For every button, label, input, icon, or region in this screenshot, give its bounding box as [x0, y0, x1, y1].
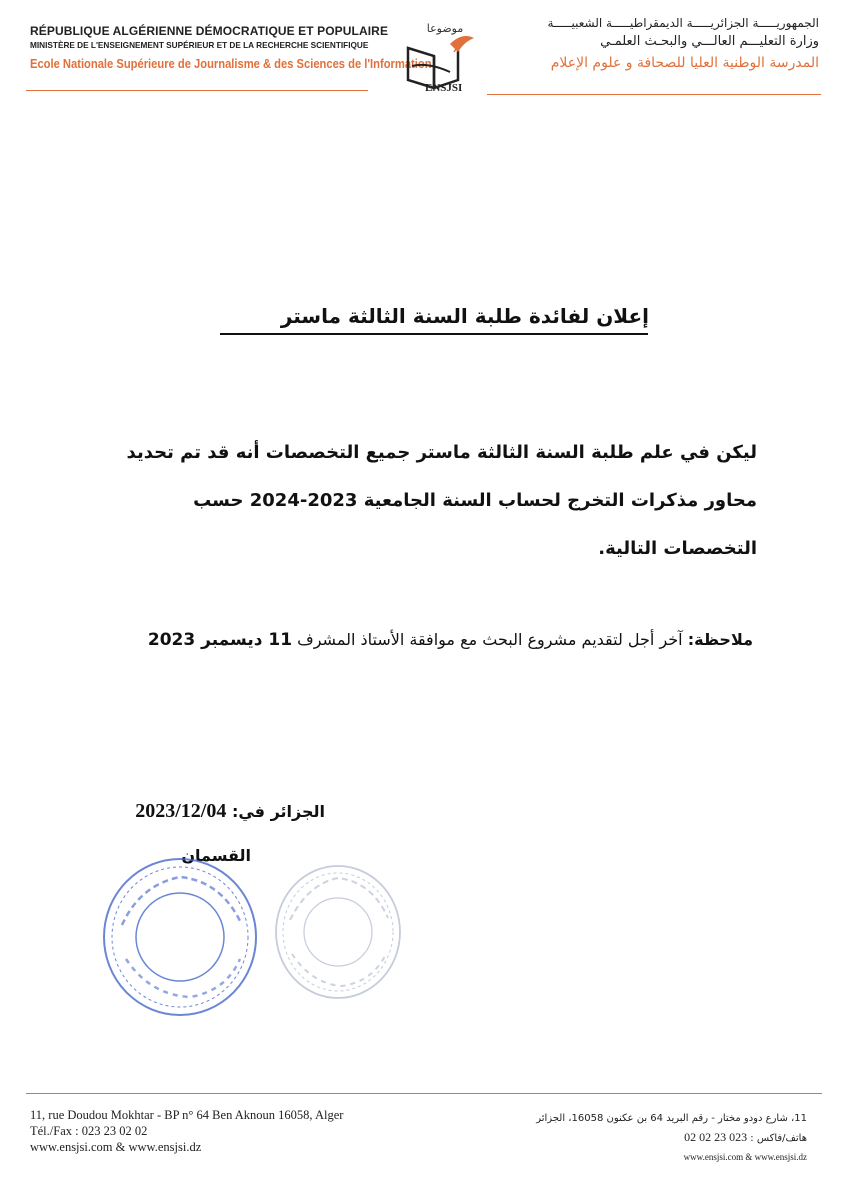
title-underline	[220, 333, 648, 335]
deadline-note	[148, 630, 753, 650]
header-rule-right	[487, 94, 821, 95]
school-name-fr: Ecole Nationale Supérieure de Journalisme & des Sciences de l'Information	[30, 56, 432, 71]
footer-address-fr: 11, rue Doudou Mokhtar - BP n° 64 Ben Aknoun 16058, Alger	[30, 1108, 344, 1122]
announcement-title: إعلان لفائدة طلبة السنة الثالثة ماستر	[280, 304, 649, 328]
footer-phone-fr: Tél./Fax : 023 23 02 02	[30, 1124, 148, 1138]
body-line-3: التخصصات التالية.	[598, 538, 757, 559]
date-value: 2023/12/04	[135, 800, 227, 822]
ministry-name-ar: وزارة التعليـــم العالـــي والبحـث العلمـي	[600, 34, 819, 49]
announcement-body	[112, 440, 757, 584]
footer-phone-ar: 023 23 02 02	[684, 1130, 748, 1144]
footer-phone-label-ar: هاتف/فاكس :	[750, 1133, 807, 1144]
issue-date	[135, 800, 325, 823]
footer-rule	[26, 1093, 822, 1094]
body-line-2: محاور مذكرات التخرج لحساب السنة الجامعية 2023-2024 حسب	[193, 490, 757, 511]
logo-name: ENSJSI	[425, 82, 463, 94]
header-french	[30, 24, 432, 71]
republic-name-fr: RÉPUBLIQUE ALGÉRIENNE DÉMOCRATIQUE ET POPULAIRE	[30, 24, 389, 38]
header-arabic	[489, 16, 819, 71]
footer-french	[30, 1107, 343, 1155]
footer-arabic	[536, 1110, 807, 1166]
footer-website-ar: www.ensjsi.com & www.ensjsi.dz	[683, 1152, 807, 1162]
logo-motto: موضوعا	[426, 22, 464, 35]
signatory-department: القسمان	[181, 846, 251, 865]
header-rule-left	[26, 90, 368, 91]
note-deadline: 11 ديسمبر 2023	[147, 630, 293, 650]
body-line-1: ليكن في علم طلبة السنة الثالثة ماستر جميع التخصصات أنه قد تم تحديد	[126, 442, 757, 463]
ministry-name-fr: MINISTÈRE DE L'ENSEIGNEMENT SUPÉRIEUR ET DE LA RECHERCHE SCIENTIFIQUE	[30, 40, 369, 50]
footer-website-fr: www.ensjsi.com & www.ensjsi.dz	[30, 1140, 202, 1154]
footer-address-ar: 11، شارع دودو مختار - رقم البريد 64 بن عكنون 16058، الجزائر	[536, 1113, 807, 1124]
republic-name-ar: الجمهوريـــــة الجزائريـــــة الديمقراطيـــــة الشعبيـــــة	[547, 16, 819, 30]
school-name-ar: المدرسة الوطنية العليا للصحافة و علوم الإعلام	[550, 55, 819, 71]
note-text: آخر أجل لتقديم مشروع البحث مع موافقة الأستاذ المشرف	[297, 630, 683, 649]
department-stamp-media	[100, 855, 260, 1020]
department-stamp-communication	[272, 862, 404, 1002]
note-label: ملاحظة:	[687, 630, 753, 649]
date-label: الجزائر في:	[231, 802, 325, 821]
